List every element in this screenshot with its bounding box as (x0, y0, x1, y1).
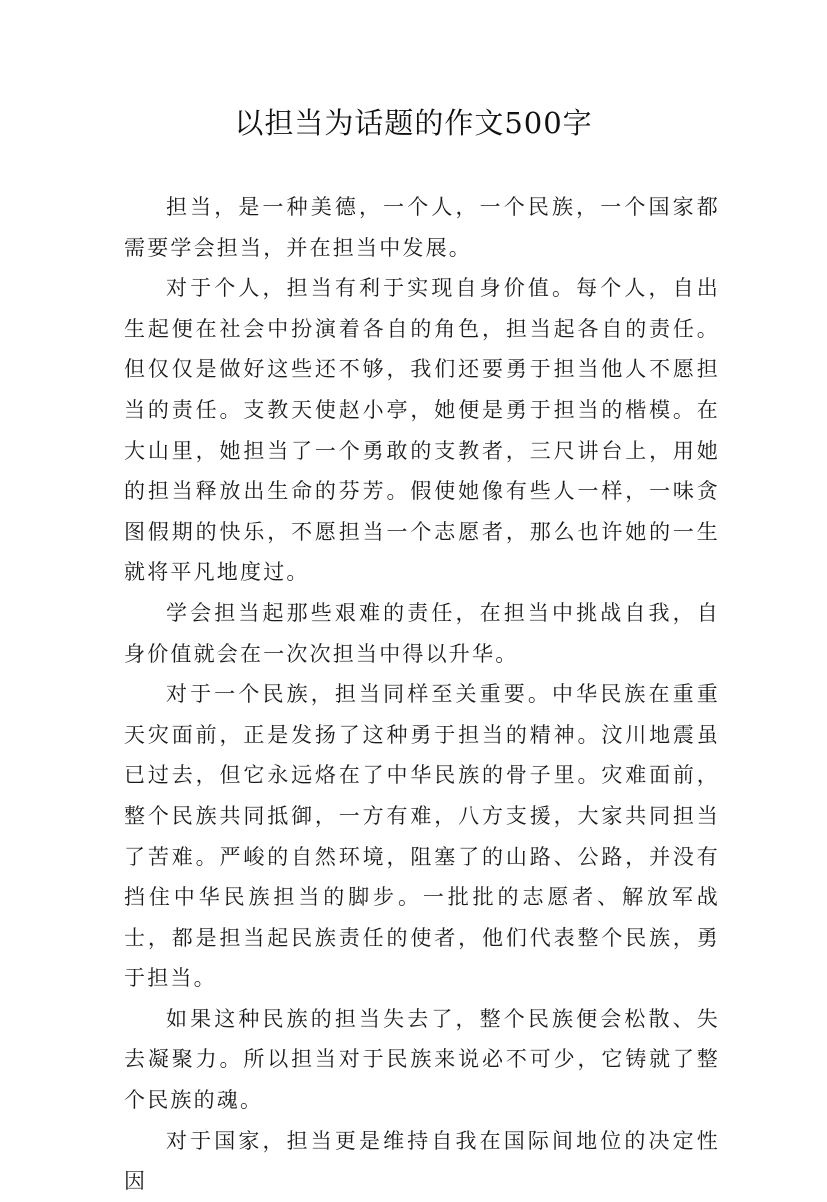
paragraph: 对于一个民族，担当同样至关重要。中华民族在重重天灾面前，正是发扬了这种勇于担当的精神。汶川地震虽已过去，但它永远烙在了中华民族的骨子里。灾难面前，整个民族共同抵御，一方有难，八方支援，大家共同担当了苦难。严峻的自然环境，阻塞了的山路、公路，并没有挡住中华民族担当的脚步。一批批的志愿者、解放军战士，都是担当起民族责任的使者，他们代表整个民族，勇于担当。 (124, 682, 720, 991)
paragraph: 对于个人，担当有利于实现自身价值。每个人，自出生起便在社会中扮演着各自的角色，担当起各自的责任。但仅仅是做好这些还不够，我们还要勇于担当他人不愿担当的责任。支教天使赵小亭，她便是勇于担当的楷模。在大山里，她担当了一个勇敢的支教者，三尺讲台上，用她的担当释放出生命的芬芳。假使她像有些人一样，一味贪图假期的快乐，不愿担当一个志愿者，那么也许她的一生就将平凡地度过。 (124, 276, 720, 585)
paragraph: 对于国家，担当更是维持自我在国际间地位的决定性因 (124, 1128, 720, 1194)
paragraph: 担当，是一种美德，一个人，一个民族，一个国家都需要学会担当，并在担当中发展。 (124, 195, 720, 260)
paragraph: 学会担当起那些艰难的责任，在担当中挑战自我，自身价值就会在一次次担当中得以升华。 (124, 600, 720, 666)
document-title: 以担当为话题的作文500字 (234, 106, 593, 140)
paragraph: 如果这种民族的担当失去了，整个民族便会松散、失去凝聚力。所以担当对于民族来说必不可少，它铸就了整个民族的魂。 (124, 1006, 720, 1113)
document-body (124, 187, 720, 1202)
